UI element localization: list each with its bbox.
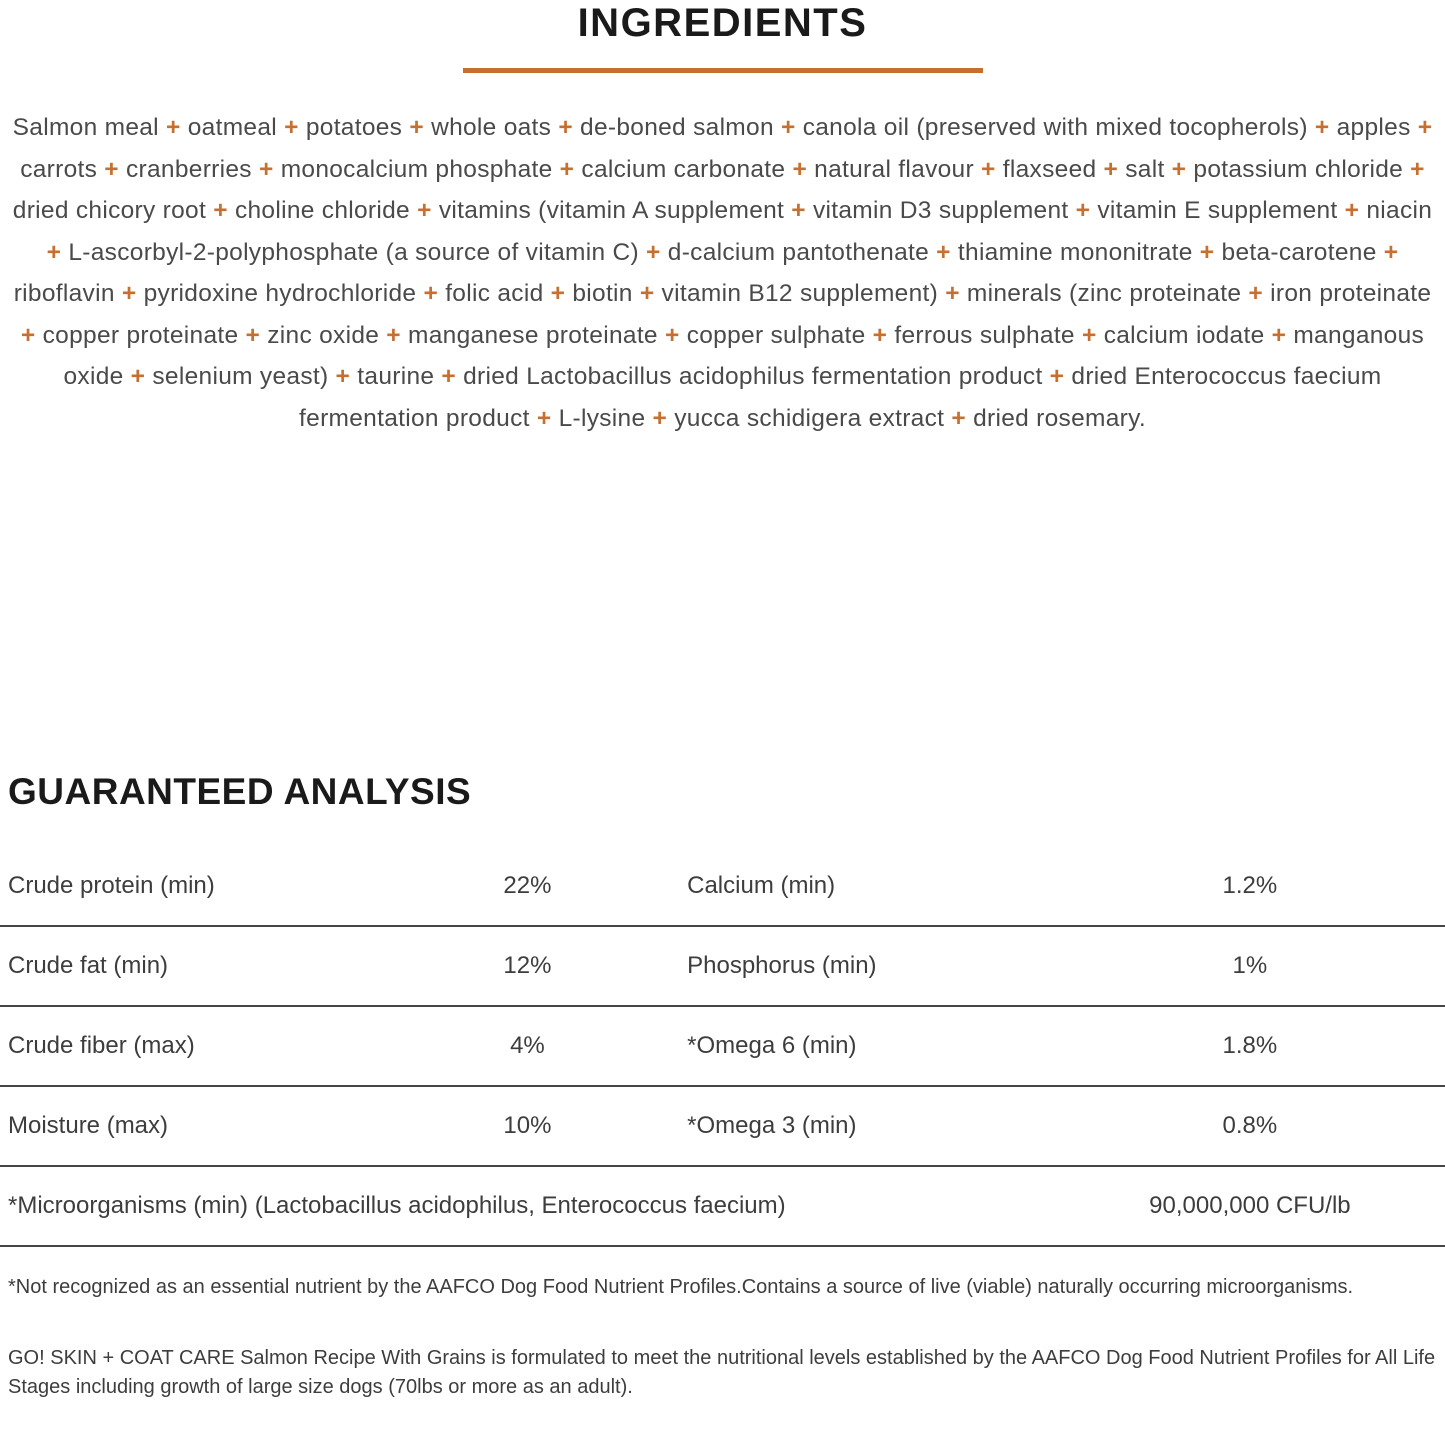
- plus-separator: +: [645, 404, 675, 432]
- ga-label: *Microorganisms (min) (Lactobacillus acidophilus, Enterococcus faecium): [8, 1192, 786, 1219]
- plus-separator: +: [865, 321, 895, 349]
- plus-separator: +: [944, 404, 974, 432]
- guaranteed-analysis-table: [0, 847, 1445, 1247]
- plus-separator: +: [1376, 238, 1399, 266]
- plus-separator: +: [552, 155, 582, 183]
- plus-separator: +: [1042, 363, 1072, 390]
- plus-separator: +: [409, 197, 439, 224]
- plus-separator: +: [123, 363, 153, 390]
- plus-separator: +: [402, 114, 432, 141]
- plus-separator: +: [785, 155, 815, 183]
- plus-separator: +: [1241, 280, 1271, 307]
- ga-row: [0, 927, 1445, 1007]
- plus-separator: +: [1068, 197, 1098, 224]
- ga-value: 12%: [503, 952, 552, 979]
- plus-separator: +: [657, 321, 687, 349]
- plus-separator: +: [114, 280, 144, 307]
- plus-separator: +: [328, 363, 358, 390]
- ga-label: Crude protein (min): [8, 872, 215, 899]
- footnotes-section: [0, 1273, 1445, 1402]
- ga-value: 1.2%: [1222, 872, 1278, 899]
- footnote-formulation-statement: GO! SKIN + COAT CARE Salmon Recipe With Grains is formulated to meet the nutritional levels established by the AAFCO Dog Food Nutrient Profiles for All Life Stages including growth of large size dogs (70lbs or more as an adult).: [8, 1347, 1436, 1398]
- plus-separator: +: [20, 321, 43, 349]
- ga-label: Crude fat (min): [8, 952, 169, 979]
- plus-separator: +: [277, 114, 306, 141]
- plus-separator: +: [929, 238, 958, 266]
- plus-separator: +: [551, 114, 581, 141]
- plus-separator: +: [238, 321, 268, 349]
- plus-separator: +: [1096, 155, 1126, 183]
- plus-separator: +: [973, 155, 1003, 183]
- plus-separator: +: [1074, 321, 1104, 349]
- plus-separator: +: [1264, 321, 1294, 349]
- plus-separator: +: [638, 238, 668, 266]
- ingredients-title: INGREDIENTS: [577, 1, 868, 45]
- guaranteed-analysis-section: [0, 771, 1445, 1247]
- plus-separator: +: [379, 321, 409, 349]
- plus-separator: +: [1337, 197, 1367, 224]
- ga-value: 0.8%: [1222, 1112, 1278, 1139]
- ga-label: *Omega 6 (min): [687, 1032, 857, 1059]
- plus-separator: +: [543, 280, 573, 307]
- ga-value: 10%: [503, 1112, 552, 1139]
- plus-separator: +: [1164, 155, 1194, 183]
- ga-row-microorganisms: [0, 1167, 1445, 1247]
- plus-separator: +: [251, 155, 281, 183]
- plus-separator: +: [773, 114, 803, 141]
- guaranteed-analysis-title: GUARANTEED ANALYSIS: [8, 771, 472, 812]
- ga-label: Moisture (max): [8, 1112, 169, 1139]
- ga-row: [0, 1087, 1445, 1167]
- ga-value: 22%: [503, 872, 552, 899]
- plus-separator: +: [1410, 114, 1433, 141]
- ga-label: Phosphorus (min): [687, 952, 877, 979]
- ga-value: 1%: [1232, 952, 1268, 979]
- ga-row: [0, 1007, 1445, 1087]
- plus-separator: +: [46, 238, 69, 266]
- ga-label: Crude fiber (max): [8, 1032, 195, 1059]
- plus-separator: +: [97, 155, 126, 183]
- footnote-aafco-nutrient: *Not recognized as an essential nutrient by the AAFCO Dog Food Nutrient Profiles.Contains a source of live (viable) naturally occurring microorganisms.: [8, 1276, 1354, 1298]
- ga-value: 90,000,000 CFU/lb: [1149, 1192, 1351, 1219]
- ga-row: [0, 847, 1445, 927]
- ga-label: *Omega 3 (min): [687, 1112, 857, 1139]
- plus-separator: +: [158, 114, 188, 141]
- plus-separator: +: [434, 363, 464, 390]
- plus-separator: +: [529, 404, 559, 432]
- plus-separator: +: [1307, 114, 1337, 141]
- plus-separator: +: [1403, 155, 1425, 183]
- plus-separator: +: [416, 280, 446, 307]
- ga-label: Calcium (min): [687, 872, 836, 899]
- plus-separator: +: [632, 280, 662, 307]
- ga-value: 4%: [510, 1032, 545, 1059]
- plus-separator: +: [1192, 238, 1222, 266]
- plus-separator: +: [206, 197, 235, 224]
- plus-separator: +: [784, 197, 813, 224]
- plus-separator: +: [938, 280, 967, 307]
- ingredients-section: [0, 0, 1445, 439]
- ingredients-text: Salmon meal + oatmeal + potatoes + whole oats + de-boned salmon + canola oil (preserved with mixed tocopherols) + apples + carrots + cranberries + monocalcium phosphate + calcium carbonate + natural flavour + flaxseed + salt + potassium chloride + dried chicory root + choline chloride + vitamins (vitamin A supplement + vitamin D3 supplement + vitamin E supplement + niacin + L-ascorbyl-2-polyphosphate (a source of vitamin C) + d-calcium pantothenate + thiamine mononitrate + beta-carotene + riboflavin + pyridoxine hydrochloride + folic acid + biotin + vitamin B12 supplement) + minerals (zinc proteinate + iron proteinate + copper proteinate + zinc oxide + manganese proteinate + copper sulphate + ferrous sulphate + calcium iodate + manganous oxide + selenium yeast) + taurine + dried Lactobacillus acidophilus fermentation product + dried Enterococcus faecium fermentation product + L-lysine + yucca schidigera extract + dried rosemary.: [12, 114, 1433, 432]
- ga-value: 1.8%: [1222, 1032, 1278, 1059]
- title-underline-rule: [463, 68, 983, 73]
